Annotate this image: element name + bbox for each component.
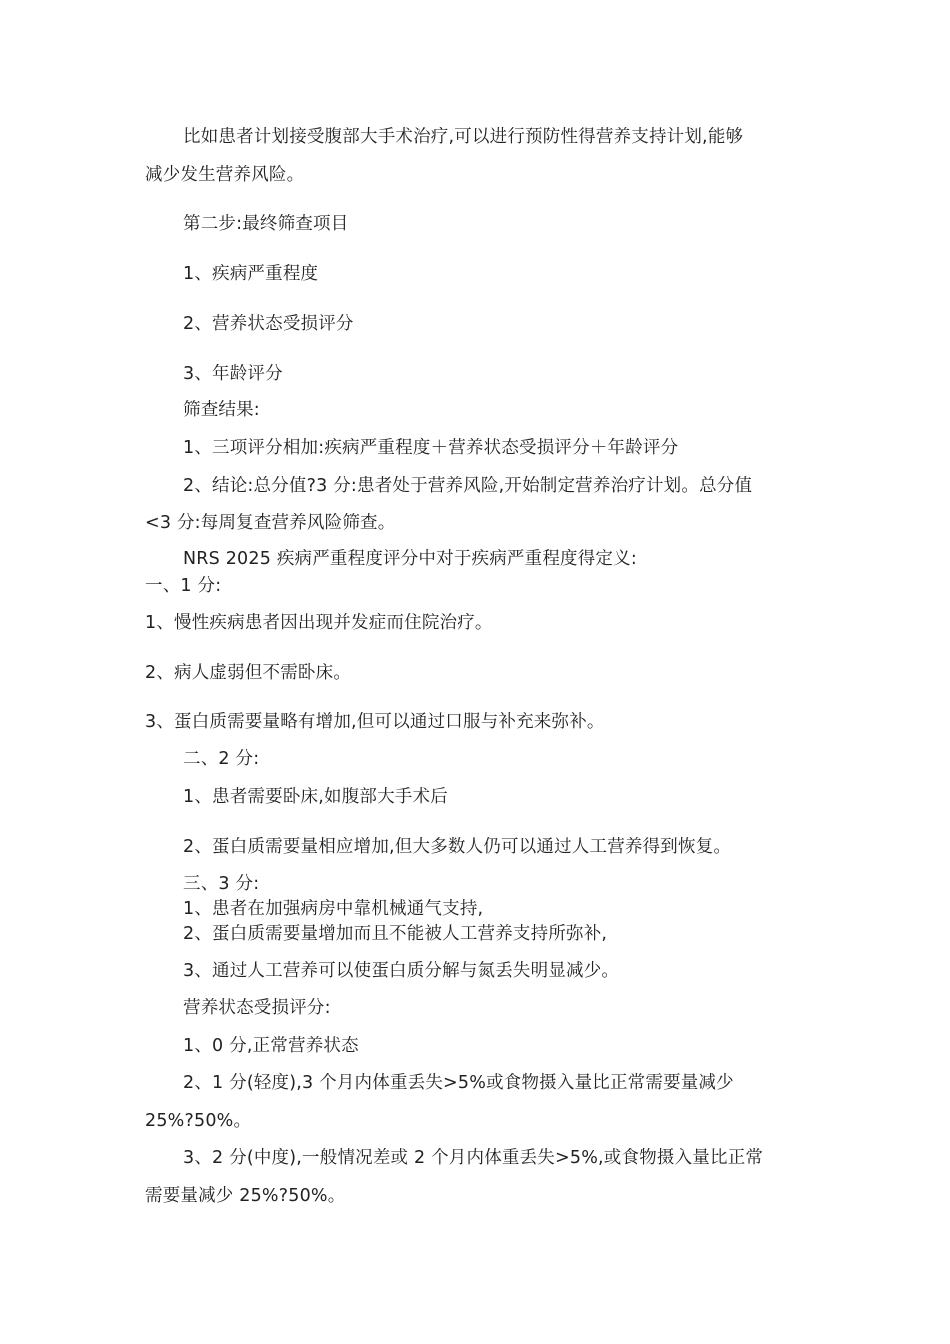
paragraph-line: 减少发生营养风险。 (145, 165, 305, 185)
list-item: 2、蛋白质需要量增加而且不能被人工营养支持所弥补, (183, 924, 608, 944)
list-item: 2、营养状态受损评分 (183, 314, 354, 334)
paragraph-line: 需要量减少 25%?50%。 (145, 1186, 346, 1206)
subsection-heading: 二、2 分: (183, 749, 260, 769)
paragraph-line: <3 分:每周复查营养风险筛查。 (145, 513, 396, 533)
list-item: 2、结论:总分值?3 分:患者处于营养风险,开始制定营养治疗计划。总分值 (183, 476, 753, 496)
list-item: 3、2 分(中度),一般情况差或 2 个月内体重丢失>5%,或食物摄入量比正常 (183, 1148, 764, 1168)
list-item: 2、1 分(轻度),3 个月内体重丢失>5%或食物摄入量比正常需要量减少 (183, 1073, 734, 1093)
paragraph-line: 25%?50%。 (145, 1111, 252, 1131)
section-heading: NRS 2025 疾病严重程度评分中对于疾病严重程度得定义: (183, 549, 637, 569)
section-heading: 第二步:最终筛查项目 (183, 214, 349, 234)
list-item: 3、通过人工营养可以使蛋白质分解与氮丢失明显减少。 (183, 961, 620, 981)
subsection-heading: 一、1 分: (145, 576, 222, 596)
section-heading: 筛查结果: (183, 400, 260, 420)
list-item: 1、三项评分相加:疾病严重程度＋营养状态受损评分＋年龄评分 (183, 438, 679, 458)
list-item: 2、病人虚弱但不需卧床。 (145, 663, 352, 683)
subsection-heading: 三、3 分: (183, 874, 260, 894)
list-item: 1、0 分,正常营养状态 (183, 1036, 359, 1056)
paragraph-line: 比如患者计划接受腹部大手术治疗,可以进行预防性得营养支持计划,能够 (183, 127, 744, 147)
list-item: 1、疾病严重程度 (183, 264, 319, 284)
list-item: 1、患者需要卧床,如腹部大手术后 (183, 787, 448, 807)
list-item: 1、慢性疾病患者因出现并发症而住院治疗。 (145, 613, 493, 633)
section-heading: 营养状态受损评分: (183, 998, 331, 1018)
list-item: 3、蛋白质需要量略有增加,但可以通过口服与补充来弥补。 (145, 712, 605, 732)
list-item: 3、年龄评分 (183, 364, 283, 384)
list-item: 2、蛋白质需要量相应增加,但大多数人仍可以通过人工营养得到恢复。 (183, 837, 732, 857)
list-item: 1、患者在加强病房中靠机械通气支持, (183, 899, 484, 919)
